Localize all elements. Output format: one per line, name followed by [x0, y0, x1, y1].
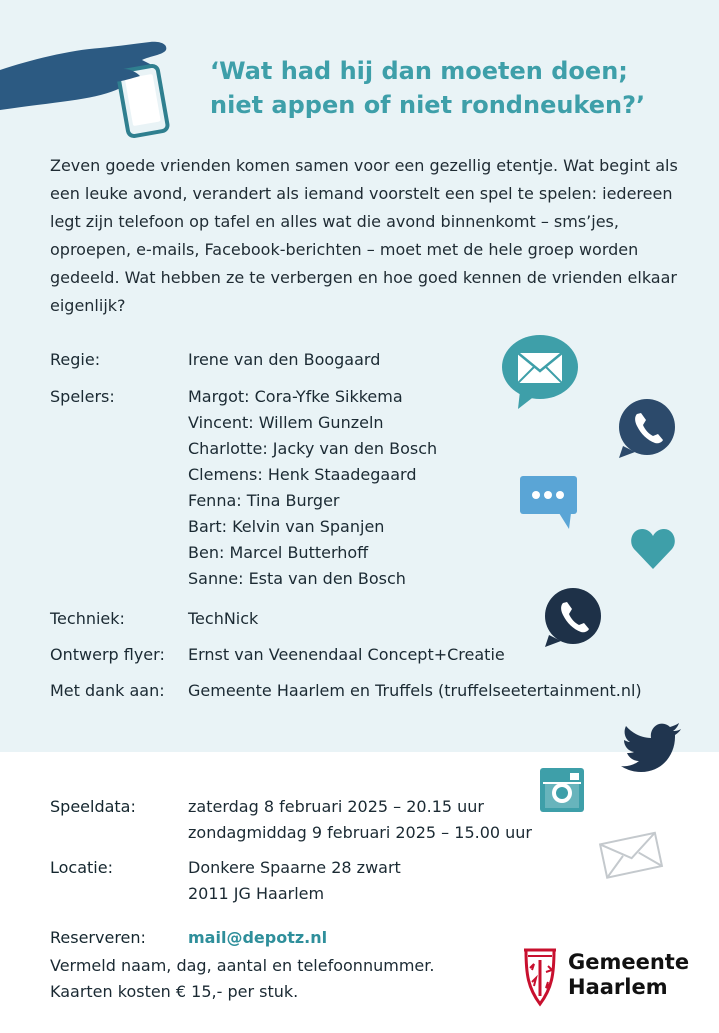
info-reserveren-label: Reserveren:: [50, 928, 146, 947]
locatie-line: 2011 JG Haarlem: [188, 884, 325, 903]
coat-of-arms-icon: [520, 948, 560, 1008]
reserveren-email-link[interactable]: mail@depotz.nl: [188, 928, 328, 947]
heart-icon: [630, 527, 676, 571]
envelope-outline-icon: [597, 826, 667, 884]
chat-dots-icon: [519, 475, 579, 531]
price-note: Kaarten kosten € 15,- per stuk.: [50, 982, 299, 1001]
credit-dank-value: Gemeente Haarlem en Truffels (truffelseetertainment.nl): [188, 681, 642, 700]
speeldatum-item: zondagmiddag 9 februari 2025 – 15.00 uur: [188, 823, 533, 842]
headline-line-2: niet appen of niet rondneuken?’: [210, 91, 646, 119]
mail-bubble-icon: [500, 333, 582, 411]
hand-holding-phone-icon: [0, 30, 180, 140]
speler-item: Bart: Kelvin van Spanjen: [188, 517, 385, 536]
twitter-bird-icon: [621, 723, 683, 775]
logo-wordmark: [568, 950, 689, 1000]
reserveren-note: Vermeld naam, dag, aantal en telefoonnummer.: [50, 956, 435, 975]
credit-spelers-list: [188, 384, 437, 592]
speler-item: Margot: Cora-Yfke Sikkema: [188, 387, 403, 406]
logo-line-1: Gemeente: [568, 950, 690, 974]
credit-techniek-label: Techniek:: [50, 609, 125, 628]
speler-item: Fenna: Tina Burger: [188, 491, 340, 510]
headline-line-1: ‘Wat had hij dan moeten doen;: [210, 57, 628, 85]
phone-bubble-icon: [617, 398, 679, 460]
info-locatie-values: [188, 855, 401, 907]
locatie-line: Donkere Spaarne 28 zwart: [188, 858, 401, 877]
credit-ontwerp-value: Ernst van Veenendaal Concept+Creatie: [188, 645, 505, 664]
phone-bubble-icon: [543, 587, 605, 649]
headline: [210, 54, 645, 122]
info-locatie-label: Locatie:: [50, 858, 113, 877]
gemeente-haarlem-logo: [520, 948, 695, 1008]
credit-regie-value: Irene van den Boogaard: [188, 350, 381, 369]
credit-techniek-value: TechNick: [188, 609, 259, 628]
logo-line-2: Haarlem: [568, 975, 668, 999]
credit-dank-label: Met dank aan:: [50, 681, 165, 700]
speler-item: Vincent: Willem Gunzeln: [188, 413, 384, 432]
speler-item: Clemens: Henk Staadegaard: [188, 465, 417, 484]
credit-ontwerp-label: Ontwerp flyer:: [50, 645, 165, 664]
info-speeldata-label: Speeldata:: [50, 797, 136, 816]
instagram-icon: [539, 767, 585, 813]
intro-text: Zeven goede vrienden komen samen voor een gezellig etentje. Wat begint als een leuke avond, verandert als iemand voorstelt een spel te spelen: iedereen legt zijn telefoon op tafel en alles wat die avond binnenkomt – sms’jes, oproepen, e-mails, Facebook-berichten – moet met de hele groep worden gedeeld. Wat hebben ze te verbergen en hoe goed kennen de vrienden elkaar eigenlijk?: [50, 156, 678, 315]
speler-item: Charlotte: Jacky van den Bosch: [188, 439, 438, 458]
credit-regie-label: Regie:: [50, 350, 101, 369]
info-speeldata-values: [188, 794, 532, 846]
credit-spelers-label: Spelers:: [50, 387, 115, 406]
speeldatum-item: zaterdag 8 februari 2025 – 20.15 uur: [188, 797, 484, 816]
speler-item: Sanne: Esta van den Bosch: [188, 569, 406, 588]
speler-item: Ben: Marcel Butterhoff: [188, 543, 369, 562]
